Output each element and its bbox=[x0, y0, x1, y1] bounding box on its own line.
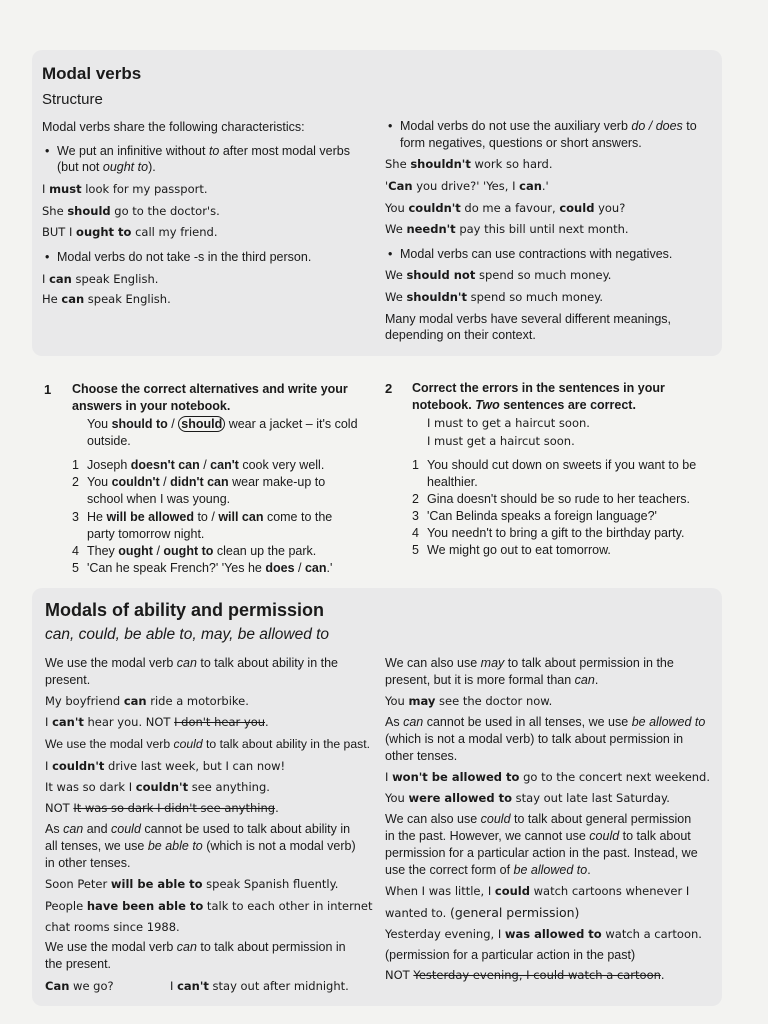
example-sentence: NOT Yesterday evening, I could watch a cartoon. bbox=[385, 968, 665, 982]
exercise-item: 2 Gina doesn't should be so rude to her teachers. bbox=[412, 492, 690, 506]
body-text: the present. bbox=[45, 957, 112, 971]
exercise-item: 1 You should cut down on sweets if you want to be bbox=[412, 458, 697, 472]
section-subtitle: Structure bbox=[42, 91, 103, 108]
example-sentence: We shouldn't spend so much money. bbox=[385, 290, 604, 304]
body-text: (permission for a particular action in the past) bbox=[385, 948, 636, 962]
section-title: Modal verbs bbox=[42, 64, 142, 83]
example-sentence: He can speak English. bbox=[42, 292, 171, 306]
example-sentence-cont: chat rooms since 1988. bbox=[45, 920, 180, 934]
exercise-1-instructions: Choose the correct alternatives and write your bbox=[72, 382, 348, 396]
bullet-third-person: • Modal verbs do not take -s in the third person. bbox=[57, 250, 311, 265]
circled-answer: should bbox=[178, 416, 225, 432]
example-sentence: BUT I ought to call my friend. bbox=[42, 225, 218, 239]
example-sentence: She shouldn't work so hard. bbox=[385, 157, 553, 171]
example-sentence: You couldn't do me a favour, could you? bbox=[385, 201, 626, 215]
bullet-auxiliary-cont: form negatives, questions or short answers. bbox=[400, 136, 642, 150]
example-sentence: Can we go? bbox=[45, 979, 114, 993]
body-text: permission for a particular action in the past. Instead, we bbox=[385, 846, 698, 860]
example-sentence: Yesterday evening, I was allowed to watch a cartoon. bbox=[385, 927, 702, 941]
example-sentence: People have been able to talk to each other in internet bbox=[45, 899, 373, 913]
exercise-item: 3 'Can Belinda speaks a foreign language?' bbox=[412, 509, 657, 523]
body-text: present. bbox=[45, 673, 91, 687]
exercise-1-example: You should to / should wear a jacket – it's cold bbox=[87, 417, 358, 431]
example-sentence: I must look for my passport. bbox=[42, 182, 208, 196]
exercise-item-cont: school when I was young. bbox=[87, 492, 231, 506]
body-text: present, but it is more formal than can. bbox=[385, 673, 599, 687]
exercise-item: 4 You needn't to bring a gift to the birthday party. bbox=[412, 526, 685, 540]
exercise-2-number: 2 bbox=[385, 381, 393, 396]
meanings-text: Many modal verbs have several different meanings, bbox=[385, 312, 672, 326]
body-text: We use the modal verb could to talk about ability in the past. bbox=[45, 737, 370, 751]
example-sentence: 'Can you drive?' 'Yes, I can.' bbox=[385, 179, 549, 193]
exercise-item: 5 We might go out to eat tomorrow. bbox=[412, 543, 611, 557]
exercise-item: 5 'Can he speak French?' 'Yes he does / can.' bbox=[72, 561, 333, 575]
bullet-contractions: • Modal verbs can use contractions with negatives. bbox=[400, 247, 672, 262]
example-sentence: NOT It was so dark I didn't see anything. bbox=[45, 801, 279, 815]
body-text: use the correct form of be allowed to. bbox=[385, 863, 591, 877]
example-sentence: Soon Peter will be able to speak Spanish fluently. bbox=[45, 877, 339, 891]
example-sentence: I can speak English. bbox=[42, 272, 159, 286]
example-sentence: I couldn't drive last week, but I can now! bbox=[45, 759, 286, 773]
body-text: in the past. However, we cannot use could to talk about bbox=[385, 829, 691, 843]
example-sentence: When I was little, I could watch cartoons whenever I bbox=[385, 884, 690, 898]
bullet-infinitive: • We put an infinitive without to after most modal verbs bbox=[57, 144, 350, 159]
exercise-2-instructions-cont: notebook. Two sentences are correct. bbox=[412, 398, 636, 412]
meanings-text-cont: depending on their context. bbox=[385, 328, 536, 342]
intro-text: Modal verbs share the following characteristics: bbox=[42, 120, 305, 134]
exercise-item: 2 You couldn't / didn't can wear make-up to bbox=[72, 475, 326, 489]
exercise-1-instructions-cont: answers in your notebook. bbox=[72, 399, 231, 413]
example-sentence: My boyfriend can ride a motorbike. bbox=[45, 694, 249, 708]
exercise-item-cont: party tomorrow night. bbox=[87, 527, 205, 541]
body-text: in other tenses. bbox=[45, 856, 131, 870]
body-text: all tenses, we use be able to (which is not a modal verb) bbox=[45, 839, 356, 853]
example-sentence: I won't be allowed to go to the concert next weekend. bbox=[385, 770, 711, 784]
exercise-2-example: I must get a haircut soon. bbox=[427, 434, 575, 448]
example-sentence: I can't stay out after midnight. bbox=[170, 979, 349, 993]
bullet-auxiliary: • Modal verbs do not use the auxiliary verb do / does to bbox=[400, 119, 697, 134]
example-sentence: It was so dark I couldn't see anything. bbox=[45, 780, 270, 794]
exercise-2-instructions: Correct the errors in the sentences in your bbox=[412, 381, 665, 395]
body-text: We use the modal verb can to talk about permission in bbox=[45, 940, 346, 954]
exercise-2-example: I must to get a haircut soon. bbox=[427, 416, 590, 430]
exercise-1-example-cont: outside. bbox=[87, 434, 131, 448]
bullet-infinitive-cont: (but not ought to). bbox=[57, 160, 156, 174]
example-sentence: You were allowed to stay out late last Saturday. bbox=[385, 791, 670, 805]
body-text: As can cannot be used in all tenses, we use be allowed to bbox=[385, 715, 706, 729]
section-subtitle: can, could, be able to, may, be allowed to bbox=[45, 626, 330, 643]
body-text: As can and could cannot be used to talk about ability in bbox=[45, 822, 351, 836]
exercise-1-number: 1 bbox=[44, 382, 52, 397]
exercise-item: 1 Joseph doesn't can / can't cook very well. bbox=[72, 458, 325, 472]
example-sentence: I can't hear you. NOT I don't hear you. bbox=[45, 715, 269, 729]
body-text: (which is not a modal verb) to talk about permission in bbox=[385, 732, 684, 746]
body-text: other tenses. bbox=[385, 749, 458, 763]
example-sentence: We should not spend so much money. bbox=[385, 268, 612, 282]
body-text: We can also use may to talk about permission in the bbox=[385, 656, 674, 670]
example-sentence-cont: wanted to. (general permission) bbox=[385, 905, 580, 920]
example-sentence: She should go to the doctor's. bbox=[42, 204, 220, 218]
body-text: We can also use could to talk about general permission bbox=[385, 812, 692, 826]
section-title: Modals of ability and permission bbox=[45, 600, 325, 620]
example-sentence: We needn't pay this bill until next month. bbox=[385, 222, 629, 236]
body-text: We use the modal verb can to talk about ability in the bbox=[45, 656, 338, 670]
exercise-item-cont: healthier. bbox=[427, 475, 478, 489]
exercise-item: 3 He will be allowed to / will can come to the bbox=[72, 510, 333, 524]
example-sentence: You may see the doctor now. bbox=[385, 694, 553, 708]
exercise-item: 4 They ought / ought to clean up the park. bbox=[72, 544, 317, 558]
